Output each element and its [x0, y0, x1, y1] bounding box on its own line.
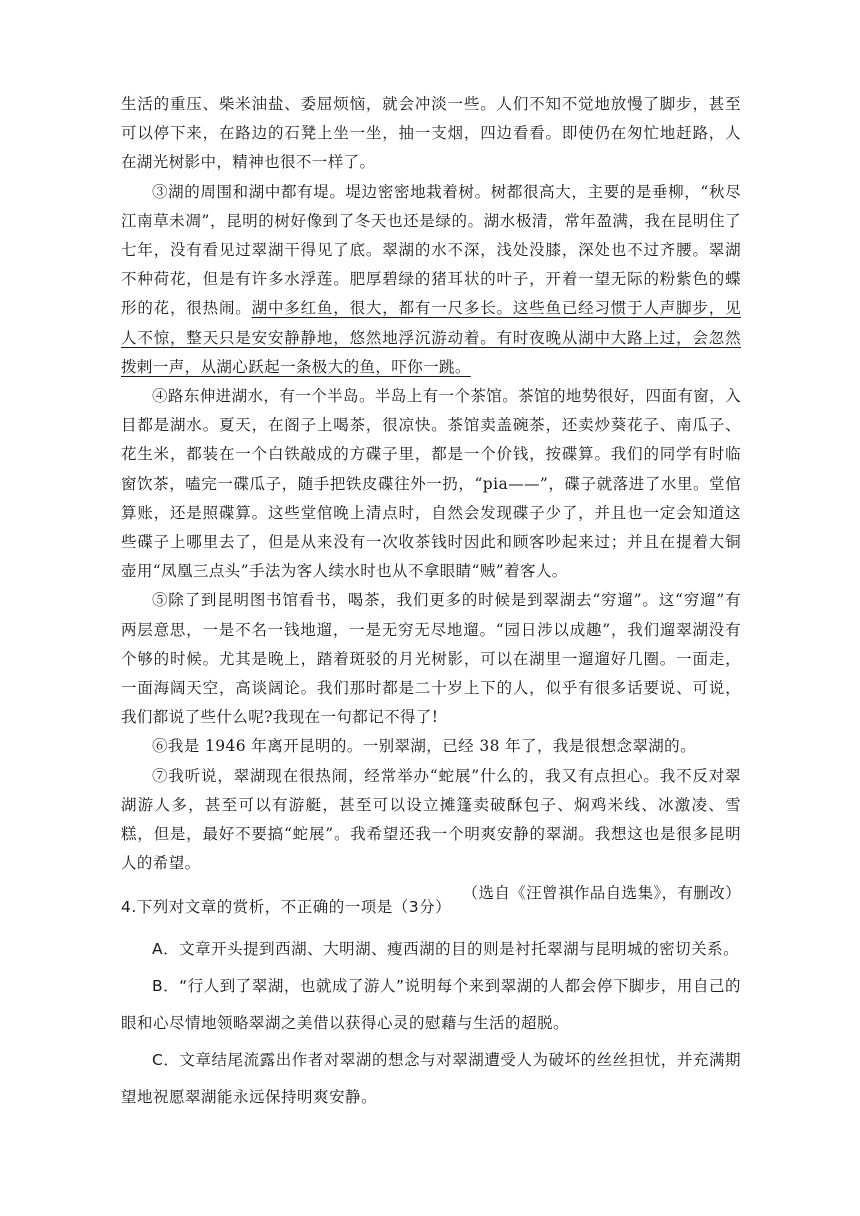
source-citation: （选自《汪曾祺作品自选集》，有删改） — [462, 884, 741, 903]
essay-paragraph-7: ⑦我听说，翠湖现在很热闹，经常举办“蛇展”什么的，我又有点担心。我不反对翠湖游人多，甚至可以有游艇，甚至可以设立摊篷卖破酥包子、焖鸡米线、冰激凌、雪糕，但是，最好不要搞“蛇展”。我希望还我一个明爽安静的翠湖。我想这也是很多昆明人的希望。 — [121, 766, 741, 873]
option-c: C．文章结尾流露出作者对翠湖的想念与对翠湖遭受人为破坏的丝丝担忧，并充满期望地祝愿翠湖能永远保持明爽安静。 — [121, 1051, 741, 1106]
essay-paragraph-6: ⑥我是 1946 年离开昆明的。一别翠湖，已经 38 年了，我是很想念翠湖的。 — [152, 737, 696, 756]
essay-paragraph-4: ④路东伸进湖水，有一个半岛。半岛上有一个茶馆。茶馆的地势很好，四面有窗，入目都是湖水。夏天，在阁子上喝茶，很凉快。茶馆卖盖碗茶，还卖炒葵花子、南瓜子、花生米，都装在一个白铁敲成的方碟子里，都是一个价钱，按碟算。我们的同学有时临窗饮茶，嗑完一碟瓜子，随手把铁皮碟往外一扔，“pia——”，碟子就落进了水里。堂倌算账，还是照碟算。这些堂倌晚上清点时，自然会发现碟子少了，并且也一定会知道这些碟子上哪里去了，但是从来没有一次收茶钱时因此和顾客吵起来过；并且在提着大铜壶用“凤凰三点头”手法为客人续水时也从不拿眼睛“贼”着客人。 — [121, 387, 741, 581]
underlined-passage: 湖中多红鱼，很大，都有一尺多长。这些鱼已经习惯于人声脚步，见人不惊，整天只是安安静静地，悠然地浮沉游动着。有时夜晚从湖中大路上过，会忽然拨剌一声，从湖心跃起一条极大的鱼，吓你一跳。 — [121, 299, 741, 376]
option-a: A．文章开头提到西湖、大明湖、瘦西湖的目的则是衬托翠湖与昆明城的密切关系。 — [152, 940, 740, 958]
paragraph-3-text: ③湖的周围和湖中都有堤。堤边密密地栽着树。树都很高大，主要的是垂柳，“秋尽江南草未凋”，昆明的树好像到了冬天也还是绿的。湖水极清，常年盈满，我在昆明住了七年，没有看见过翠湖干得见了底。翠湖的水不深，浅处没膝，深处也不过齐腰。翠湖不种荷花，但是有许多水浮莲。肥厚碧绿的猪耳状的叶子，开着一望无际的粉紫色的蝶形的花，很热闹。 — [121, 182, 741, 318]
essay-paragraph-2-continued: 生活的重压、柴米油盐、委屈烦恼，就会冲淡一些。人们不知不觉地放慢了脚步，甚至可以停下来，在路边的石凳上坐一坐，抽一支烟，四边看看。即使仍在匆忙地赶路，人在湖光树影中，精神也很不一样了。 — [121, 95, 741, 172]
option-b: B．“行人到了翠湖，也就成了游人”说明每个来到翠湖的人都会停下脚步，用自己的眼和心尽情地领略翠湖之美借以获得心灵的慰藉与生活的超脱。 — [121, 977, 741, 1032]
essay-text — [121, 90, 741, 909]
essay-paragraph-3 — [121, 178, 741, 382]
question-4 — [121, 893, 741, 1116]
essay-paragraph-5: ⑤除了到昆明图书馆看书，喝茶，我们更多的时候是到翠湖去“穷遛”。这“穷遛”有两层意思，一是不名一钱地遛，一是无穷无尽地遛。“园日涉以成趣”，我们遛翠湖没有个够的时候。尤其是晚上，踏着斑驳的月光树影，可以在湖里一遛遛好几圈。一面走，一面海阔天空，高谈阔论。我们那时都是二十岁上下的人，似乎有很多话要说、可说，我们都说了些什么呢?我现在一句都记不得了! — [121, 591, 741, 727]
question-stem: 4.下列对文章的赏析，不正确的一项是（3分） — [121, 898, 452, 916]
